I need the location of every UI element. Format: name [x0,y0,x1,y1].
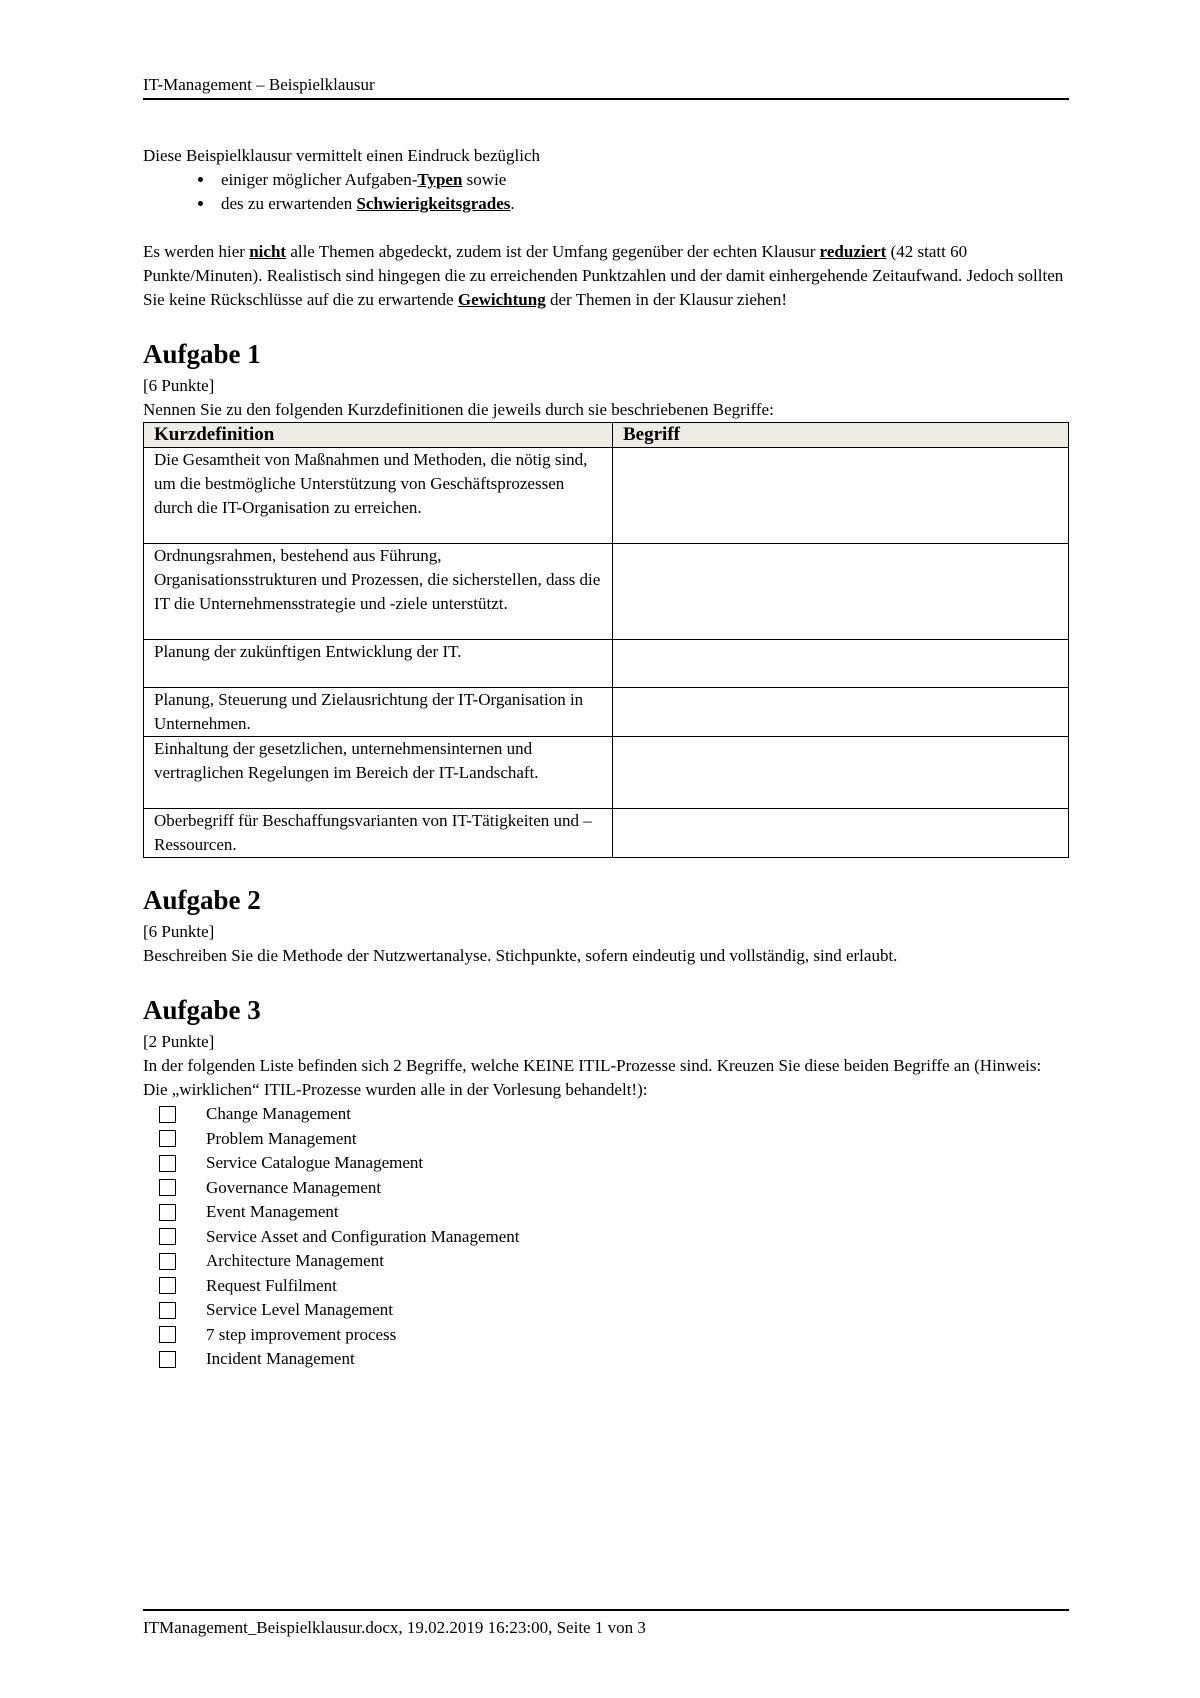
checkbox[interactable] [159,1253,176,1270]
table-header-row [144,423,1069,448]
aufgabe1-title: Aufgabe 1 [143,339,261,369]
intro-bullet: • einiger möglicher Aufgaben-Typen sowie [215,168,1069,192]
table-row [144,448,1069,544]
item-label: Problem Management [206,1128,357,1148]
list-item [159,1127,1069,1152]
intro-bullet: • des zu erwartenden Schwierigkeitsgrades. [215,192,1069,216]
answer-cell[interactable] [613,448,1069,544]
item-label: Governance Management [206,1177,382,1197]
definition-cell: Ordnungsrahmen, bestehend aus Führung, Organisationsstrukturen und Prozessen, die sicherstellen, dass die IT die Unternehmensstrategie und -ziele unterstützt. [144,544,613,640]
col-kurzdefinition: Kurzdefinition [144,423,613,448]
definition-cell: Oberbegriff für Beschaffungsvarianten von IT-Tätigkeiten und –Ressourcen. [144,809,613,858]
item-label: Service Level Management [206,1300,393,1320]
table-row [144,640,1069,688]
intro-paragraph: Es werden hier nicht alle Themen abgedeckt, zudem ist der Umfang gegenüber der echten Klausur reduziert (42 statt 60 Punkte/Minuten). Realistisch sind hingegen die zu erreichenden Punktzahlen und der damit einhergehende Zeitaufwand. Jedoch sollten Sie keine Rückschlüsse auf die zu erwartende Gewichtung der Themen in der Klausur ziehen! [143,242,1064,309]
item-label: Architecture Management [206,1251,384,1271]
definition-cell: Einhaltung der gesetzlichen, unternehmensinternen und vertraglichen Regelungen im Bereich der IT-Landschaft. [144,737,613,809]
list-item [159,1298,1069,1323]
table-row [144,737,1069,809]
aufgabe2-points: [6 Punkte] [143,922,215,941]
checkbox[interactable] [159,1106,176,1123]
page-footer [143,1609,1069,1639]
definition-cell: Planung, Steuerung und Zielausrichtung der IT-Organisation in Unternehmen. [144,688,613,737]
aufgabe2-title: Aufgabe 2 [143,885,261,915]
checkbox[interactable] [159,1130,176,1147]
list-item [159,1102,1069,1127]
list-item [159,1274,1069,1299]
definition-cell: Planung der zukünftigen Entwicklung der IT. [144,640,613,688]
aufgabe3-instruction: In der folgenden Liste befinden sich 2 Begriffe, welche KEINE ITIL-Prozesse sind. Kreuzen Sie diese beiden Begriffe an (Hinweis: Die „wirklichen“ ITIL-Prozesse wurden alle in der Vorlesung behandelt!): [143,1056,1042,1099]
checkbox[interactable] [159,1302,176,1319]
list-item [159,1347,1069,1372]
checkbox[interactable] [159,1179,176,1196]
answer-cell[interactable] [613,544,1069,640]
intro-line: Diese Beispielklausur vermittelt einen Eindruck bezüglich [143,146,541,165]
aufgabe2-instruction: Beschreiben Sie die Methode der Nutzwertanalyse. Stichpunkte, sofern eindeutig und vollständig, sind erlaubt. [143,946,898,965]
checkbox[interactable] [159,1326,176,1343]
item-label: 7 step improvement process [206,1324,397,1344]
checkbox[interactable] [159,1204,176,1221]
list-item [159,1176,1069,1201]
list-item [159,1200,1069,1225]
aufgabe3-title: Aufgabe 3 [143,995,261,1025]
itil-checklist [159,1102,1069,1372]
answer-cell[interactable] [613,809,1069,858]
intro-bullets [143,168,1069,216]
item-label: Service Catalogue Management [206,1153,424,1173]
item-label: Event Management [206,1202,339,1222]
document-body [143,144,1069,1372]
item-label: Service Asset and Configuration Management [206,1226,520,1246]
aufgabe1-instruction: Nennen Sie zu den folgenden Kurzdefinitionen die jeweils durch sie beschriebenen Begriffe: [143,400,774,419]
table-row [144,809,1069,858]
item-label: Change Management [206,1104,351,1124]
checkbox[interactable] [159,1155,176,1172]
item-label: Incident Management [206,1349,355,1369]
definition-cell: Die Gesamtheit von Maßnahmen und Methoden, die nötig sind, um die bestmögliche Unterstützung von Geschäftsprozessen durch die IT-Organisation zu erreichen. [144,448,613,544]
answer-cell[interactable] [613,640,1069,688]
aufgabe1-points: [6 Punkte] [143,376,215,395]
table-row [144,544,1069,640]
list-item [159,1249,1069,1274]
header-text: IT-Management – Beispielklausur [143,75,375,94]
table-row [144,688,1069,737]
page-header [143,74,1069,100]
footer-text: ITManagement_Beispielklausur.docx, 19.02.2019 16:23:00, Seite 1 von 3 [143,1618,646,1637]
checkbox[interactable] [159,1228,176,1245]
answer-cell[interactable] [613,688,1069,737]
col-begriff: Begriff [613,423,1069,448]
answer-cell[interactable] [613,737,1069,809]
checkbox[interactable] [159,1351,176,1368]
item-label: Request Fulfilment [206,1275,337,1295]
aufgabe3-points: [2 Punkte] [143,1032,215,1051]
definitions-table [143,422,1069,858]
list-item [159,1225,1069,1250]
checkbox[interactable] [159,1277,176,1294]
list-item [159,1151,1069,1176]
list-item [159,1323,1069,1348]
